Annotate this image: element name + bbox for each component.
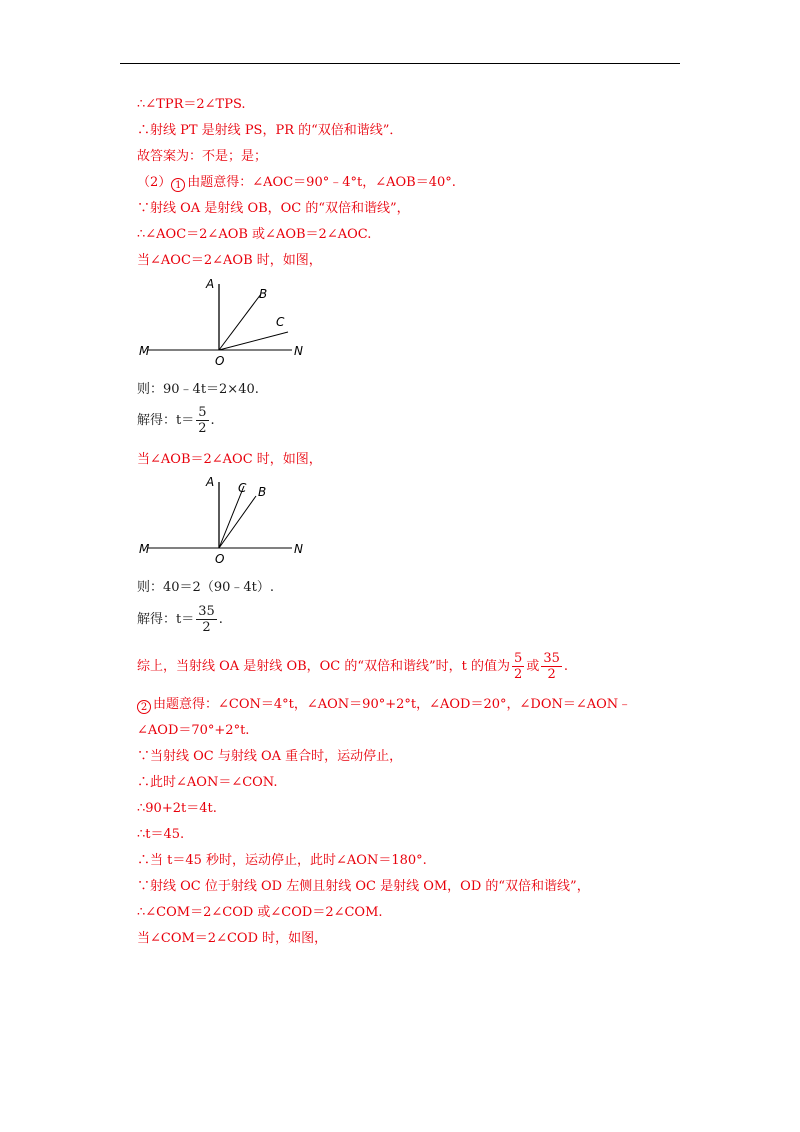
text-line [137,175,456,192]
text-line: 当∠COM＝2∠COD 时，如图， [137,931,328,946]
text-line: 当∠AOC＝2∠AOB 时，如图， [137,253,322,268]
text-line: 则：90﹣4t＝2×40. [137,382,259,397]
ray-oc [219,486,244,548]
text-line: ∴∠TPR＝2∠TPS. [137,97,246,112]
fraction-numerator: 5 [514,651,523,666]
fraction-numerator: 35 [543,651,560,666]
label-n: N [294,542,303,556]
text-line: ∴当 t＝45 秒时，运动停止，此时∠AON＝180°. [137,853,427,868]
line-text: . [210,413,215,428]
text-line: ∵射线 OC 位于射线 OD 左侧且射线 OC 是射线 OM，OD 的“双倍和谐线”， [137,879,590,894]
label-c: C [276,315,285,329]
line-text: . [218,612,223,627]
label-o: O [215,552,225,566]
fraction [541,651,562,682]
label-b: B [259,287,268,301]
text-line: 则：40＝2（90﹣4t）. [137,580,274,595]
text-line [137,651,568,682]
line-text: 解得：t＝ [137,413,195,428]
fraction [196,405,208,436]
line-text: 综上，当射线 OA 是射线 OB，OC 的“双倍和谐线”时，t 的值为 [137,659,511,674]
text-line: ∴∠COM＝2∠COD 或∠COD＝2∠COM. [137,905,383,920]
text-line [137,697,631,714]
header-rule [120,63,680,64]
line-text: 解得：t＝ [137,612,195,627]
label-c: C [238,481,247,495]
text-line: ∴t＝45. [137,827,185,842]
text-line [137,604,223,635]
part-label: （2） [137,175,172,190]
fraction-denominator: 2 [202,620,211,635]
text-line: ∵当射线 OC 与射线 OA 重合时，运动停止， [137,749,403,764]
label-m: M [139,542,150,556]
fraction [512,651,524,682]
angle-figure-2 [138,474,313,566]
angle-figure-1 [138,276,313,368]
circled-number: 2 [137,700,151,714]
line-text: 由题意得：∠AOC＝90°﹣4°t，∠AOB＝40°. [187,175,456,190]
line-text: . [563,659,569,674]
text-line: ∠AOD＝70°+2°t. [137,723,250,738]
label-o: O [215,354,225,368]
line-text: 或 [526,659,540,674]
text-line: ∴射线 PT 是射线 PS，PR 的“双倍和谐线”． [137,123,403,138]
text-line: ∴∠AOC＝2∠AOB 或∠AOB＝2∠AOC. [137,227,372,242]
ray-ob [219,496,256,548]
ray-ob [219,294,261,350]
text-line: ∴90+2t＝4t. [137,801,217,816]
text-line: ∵射线 OA 是射线 OB，OC 的“双倍和谐线”， [137,201,410,216]
text-line: 当∠AOB＝2∠AOC 时，如图， [137,452,322,467]
label-m: M [139,344,150,358]
fraction-denominator: 2 [547,667,556,682]
text-line: ∴此时∠AON＝∠CON. [137,775,278,790]
ray-oc [219,332,288,350]
label-b: B [258,485,267,499]
label-a: A [206,277,215,291]
text-line [137,405,215,436]
line-text: 由题意得：∠CON＝4°t，∠AON＝90°+2°t，∠AOD＝20°，∠DON＝∠AON﹣ [153,697,632,712]
label-a: A [206,475,215,489]
fraction-denominator: 2 [514,667,523,682]
fraction-numerator: 35 [198,604,215,619]
fraction-numerator: 5 [198,405,207,420]
circled-number: 1 [171,178,185,192]
fraction-denominator: 2 [198,421,207,436]
fraction [196,604,217,635]
text-line: 故答案为：不是；是； [137,149,268,164]
label-n: N [294,344,303,358]
